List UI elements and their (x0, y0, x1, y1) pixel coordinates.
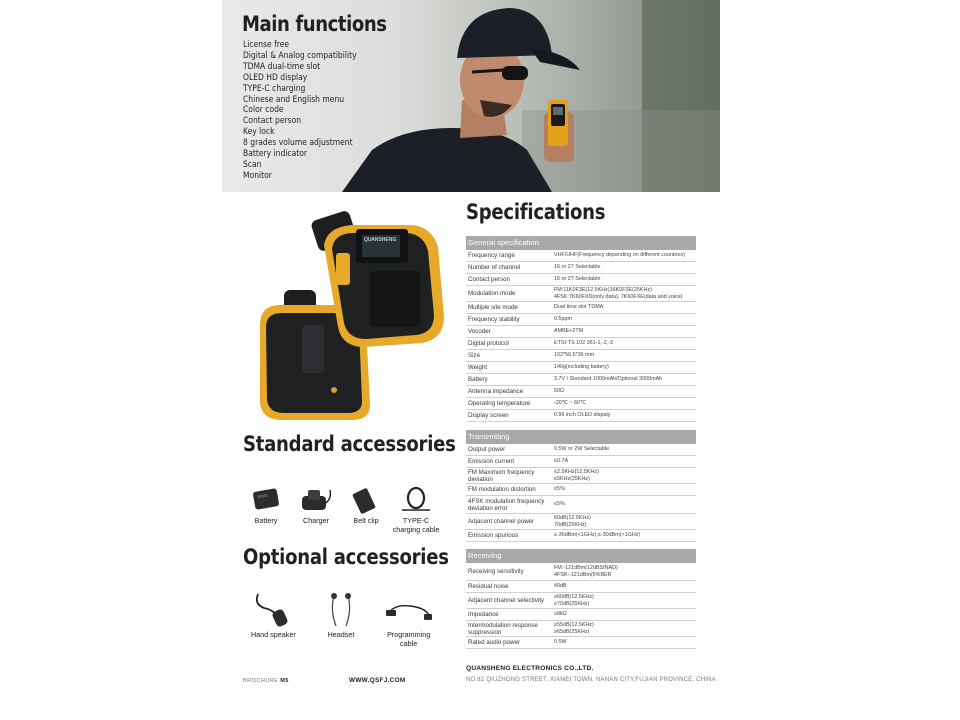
accessory-belt-clip: Belt clip (342, 486, 390, 534)
spec-key: Battery (468, 376, 488, 383)
brand-logo: QUANSHENG (364, 237, 397, 243)
spec-key: Intermodulation response suppression (468, 621, 538, 636)
function-item: Chinese and English menu (243, 93, 345, 105)
spec-key: Number of channel (468, 264, 521, 271)
function-item: OLED HD display (243, 71, 308, 83)
spec-row (466, 262, 696, 274)
spec-section-transmitting (466, 430, 696, 542)
spec-value: 50Ω (554, 388, 565, 395)
accessory-programming-cable: Programming cable (377, 590, 440, 648)
spec-row (466, 250, 696, 262)
specifications-title: Specifications (466, 200, 606, 224)
spec-key: Vocoder (468, 328, 491, 335)
programming-cable-icon (384, 590, 434, 628)
spec-key: Digital protocol (468, 340, 509, 347)
spec-value: ≤5% (554, 486, 565, 493)
company-address: NO.82 QIUZHONG STREET, XIAMEI TOWN, NANAN CITY,FUJIAN PROVINCE, CHINA (466, 677, 716, 683)
standard-accessories-row (242, 486, 442, 534)
spec-value: ≤0.7A (554, 458, 569, 465)
spec-value: AMBE+2TM (554, 328, 584, 335)
spec-value: 16 or 27 Selectable (554, 264, 601, 271)
function-item: Color code (243, 104, 284, 116)
function-item: Monitor (243, 169, 272, 181)
spec-key: Rated audio power (468, 639, 520, 646)
function-item: TDMA dual-time slot (243, 60, 321, 72)
brochure-label: BROCHURE M5 (243, 678, 289, 684)
spec-row (466, 386, 696, 398)
optional-accessories-row (242, 590, 442, 648)
spec-row (466, 444, 696, 456)
spec-row (466, 530, 696, 542)
belt-clip-icon (346, 486, 386, 514)
spec-row (466, 637, 696, 649)
radio-product-photo (252, 205, 447, 425)
spec-value: 60dB(12.5KHz) 70dB(25KHz) (554, 515, 591, 528)
function-item: TYPE-C charging (243, 82, 306, 94)
spec-section-head: General specification (466, 236, 696, 250)
spec-value: VHF/UHF(Frequency depending on different countries) (554, 252, 685, 259)
spec-key: Contact person (468, 276, 510, 283)
brochure-page (222, 0, 720, 720)
spec-row (466, 338, 696, 350)
spec-row (466, 456, 696, 468)
spec-key: Emission spurious (468, 532, 519, 539)
spec-row (466, 314, 696, 326)
spec-value: 102*56.5*36 mm (554, 352, 595, 359)
main-functions-title: Main functions (242, 12, 387, 36)
spec-key: Frequency stability (468, 316, 520, 323)
spec-key: Residual noise (468, 583, 509, 590)
spec-row (466, 514, 696, 530)
spec-section-general (466, 236, 696, 422)
spec-key: Impedance (468, 611, 499, 618)
spec-value: -20℃ ~ 60℃ (554, 400, 587, 407)
spec-row (466, 563, 696, 581)
spec-key: Display screen (468, 412, 509, 419)
function-item: Digital & Analog compatibility (243, 49, 357, 61)
spec-row (466, 350, 696, 362)
spec-row (466, 468, 696, 484)
spec-value: 140g(including battery) (554, 364, 609, 371)
accessory-headset: Headset (307, 590, 376, 648)
battery-icon (246, 486, 286, 514)
spec-row (466, 374, 696, 386)
spec-value: 16 or 27 Selectable (554, 276, 601, 283)
spec-key: Adjacent channel power (468, 518, 535, 525)
accessory-charger: Charger (292, 486, 340, 534)
spec-row (466, 496, 696, 514)
spec-row (466, 286, 696, 302)
spec-value: ≥55dB(12.5KHz) ≥65dB(25KHz) (554, 622, 594, 635)
main-functions-list (243, 40, 366, 182)
function-item: 8 grades volume adjustment (243, 137, 353, 149)
spec-value: 0.5ppm (554, 316, 572, 323)
spec-key: Output power (468, 446, 506, 453)
spec-key: Receiving sensitivity (468, 568, 524, 575)
spec-value: ≥60dB(12.5KHz) ≥70dB(25KHz) (554, 594, 594, 607)
spec-row (466, 621, 696, 637)
company-name: QUANSHENG ELECTRONICS CO.,LTD. (466, 665, 594, 672)
spec-value: FM:-121dBm(12dBSINAD) 4FSK:-121dBm(5%BER (554, 565, 618, 578)
hero-banner (222, 0, 720, 192)
spec-row (466, 484, 696, 496)
website-link[interactable]: WWW.QSFJ.COM (349, 677, 406, 684)
spec-value: ≤5% (554, 501, 565, 508)
spec-value: 40dB (554, 583, 567, 590)
spec-row (466, 326, 696, 338)
spec-value: ≤-36dBm(<1GHz),≤-30dBm(>1GHz) (554, 532, 641, 539)
function-item: Contact person (243, 115, 302, 127)
function-item: Key lock (243, 126, 275, 138)
charger-icon (296, 486, 336, 514)
function-item: Scan (243, 158, 262, 170)
spec-key: FM Maximum frequency deviation (468, 468, 535, 483)
accessory-battery: Battery (242, 486, 290, 534)
spec-key: FM modulation distortion (468, 486, 536, 493)
spec-row (466, 302, 696, 314)
spec-key: Weight (468, 364, 488, 371)
spec-section-head: Transmitting (466, 430, 696, 444)
spec-value: 0.5W (554, 639, 567, 646)
spec-row (466, 398, 696, 410)
spec-value: ≥8kΩ (554, 611, 567, 618)
spec-section-head: Receiving (466, 549, 696, 563)
spec-row (466, 609, 696, 621)
hand-speaker-icon (252, 590, 294, 628)
spec-section-receiving (466, 549, 696, 649)
spec-value: FM:11K0F3E(12.5KHz)16K0F3E(25KHz) 4FSK:7K60FXD(only data), 7K60FXE(data and voice) (554, 287, 683, 300)
accessory-hand-speaker: Hand speaker (242, 590, 305, 648)
spec-key: 4FSK modulation frequency deviation error (468, 497, 545, 512)
spec-key: Antenna impedance (468, 388, 524, 395)
spec-row (466, 410, 696, 422)
optional-accessories-title: Optional accessories (243, 545, 449, 569)
spec-key: Adjacent channel selectivity (468, 597, 545, 604)
function-item: License free (243, 39, 290, 50)
spec-row (466, 362, 696, 374)
function-item: Battery indicator (243, 148, 308, 160)
spec-value: 0.5W or 2W Selectable (554, 446, 610, 453)
spec-row (466, 581, 696, 593)
spec-value: 3.7V / Standard 1000mAh/Optional 3000mAh (554, 376, 663, 383)
accessory-type-c-cable: TYPE-C charging cable (392, 486, 440, 534)
standard-accessories-title: Standard accessories (243, 432, 456, 456)
spec-value: ≤2.5KHz(12.5KHz) ≤5KHz(25KHz) (554, 469, 599, 482)
spec-key: Modulation mode (468, 290, 516, 297)
spec-key: Multiple site mode (468, 304, 518, 311)
spec-key: Frequency range (468, 252, 515, 259)
spec-value: ETSI-TS 102 361-1,-2,-3 (554, 340, 614, 347)
spec-value: 0.96 inch OLED dispaly (554, 412, 611, 419)
spec-value: Dual time slot TDMA (554, 304, 604, 311)
spec-key: Size (468, 352, 481, 359)
spec-row (466, 274, 696, 286)
headset-icon (320, 590, 362, 628)
spec-key: Operating temperature (468, 400, 531, 407)
cable-icon (396, 486, 436, 514)
spec-key: Emission current (468, 458, 515, 465)
spec-row (466, 593, 696, 609)
